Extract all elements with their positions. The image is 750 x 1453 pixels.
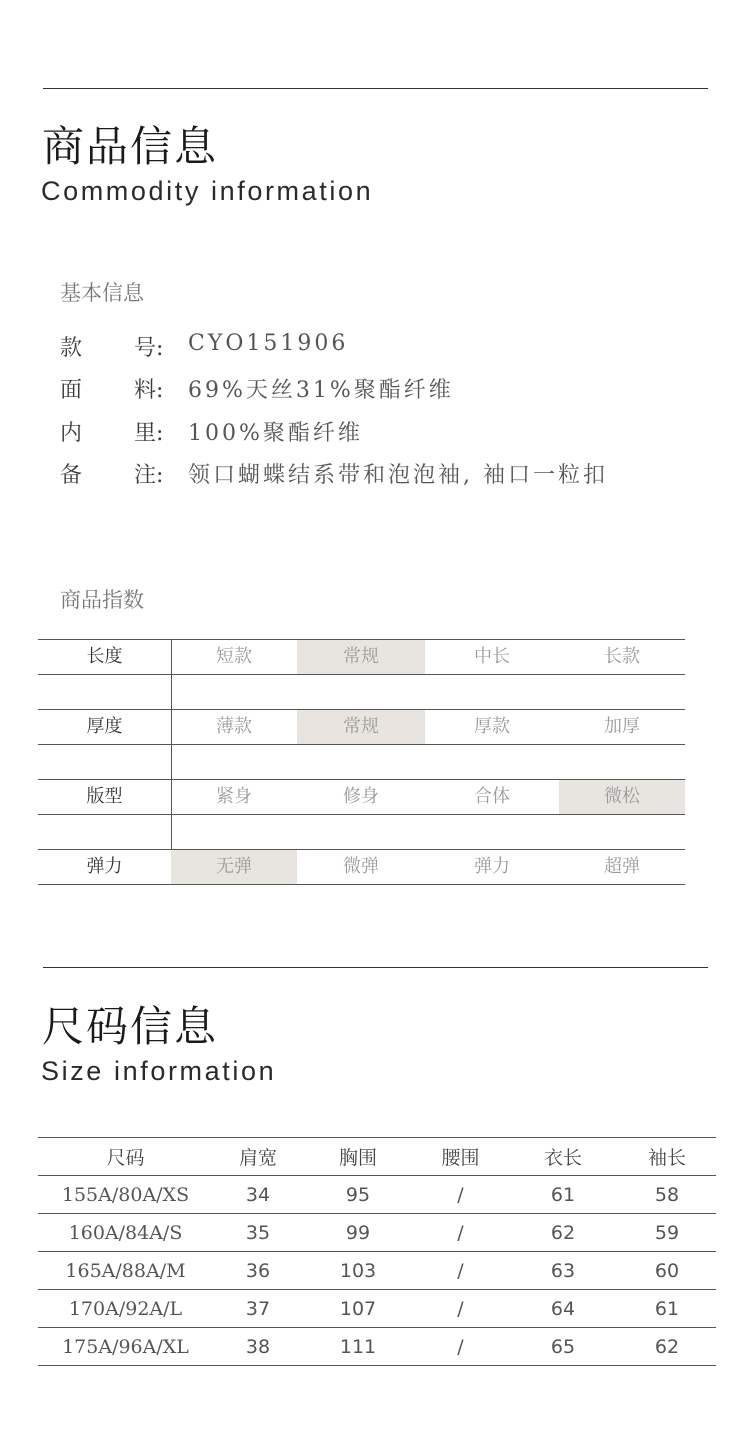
size-cell: 36 (213, 1252, 303, 1290)
product-index-heading: 商品指数 (60, 588, 144, 612)
info-value: 领口蝴蝶结系带和泡泡袖, 袖口一粒扣 (188, 463, 608, 488)
index-row-thickness (38, 709, 685, 744)
info-value: 69%天丝31%聚酯纤维 (188, 378, 454, 403)
index-option-selected: 常规 (297, 640, 425, 674)
index-row-elasticity (38, 849, 685, 884)
index-option: 修身 (343, 786, 379, 807)
size-table-row (38, 1252, 716, 1290)
basic-info-heading: 基本信息 (60, 281, 144, 305)
col-header-shoulder: 肩宽 (213, 1138, 303, 1176)
size-cell: 59 (618, 1214, 716, 1252)
info-value: 100%聚酯纤维 (188, 421, 363, 446)
index-row-label: 厚度 (86, 716, 123, 737)
size-cell: 58 (618, 1176, 716, 1214)
info-key-1: 款 (60, 336, 83, 361)
col-header-waist: 腰围 (413, 1138, 508, 1176)
col-header-bust: 胸围 (303, 1138, 413, 1176)
product-index-table (38, 639, 685, 885)
size-table-header-row (38, 1138, 716, 1176)
size-cell: / (413, 1328, 508, 1366)
index-option: 厚款 (474, 716, 510, 737)
size-table (38, 1137, 716, 1366)
size-cell: 99 (303, 1214, 413, 1252)
size-table-row (38, 1328, 716, 1366)
commodity-title-cn: 商品信息 (42, 122, 219, 171)
size-cell: 61 (618, 1290, 716, 1328)
size-cell: 61 (508, 1176, 618, 1214)
size-cell: 60 (618, 1252, 716, 1290)
size-title-cn: 尺码信息 (42, 1002, 219, 1051)
size-cell: 111 (303, 1328, 413, 1366)
col-header-sleeve: 袖长 (618, 1138, 716, 1176)
size-title-en: Size information (41, 1056, 277, 1086)
info-key-1: 备 (60, 463, 83, 488)
index-row-length (38, 639, 685, 674)
size-cell: 64 (508, 1290, 618, 1328)
index-option-selected: 无弹 (171, 850, 297, 884)
info-value: CYO151906 (188, 331, 349, 356)
size-cell: 62 (508, 1214, 618, 1252)
size-cell: 103 (303, 1252, 413, 1290)
size-cell: 34 (213, 1176, 303, 1214)
size-cell: / (413, 1214, 508, 1252)
size-cell: 160A/84A/S (38, 1214, 213, 1252)
size-cell: 107 (303, 1290, 413, 1328)
index-option-selected: 常规 (297, 710, 425, 744)
size-cell: / (413, 1252, 508, 1290)
index-option: 弹力 (474, 856, 510, 877)
info-key-1: 内 (60, 421, 83, 446)
size-cell: 170A/92A/L (38, 1290, 213, 1328)
info-key-2: 号: (134, 336, 164, 361)
size-cell: 63 (508, 1252, 618, 1290)
col-header-size: 尺码 (38, 1138, 213, 1176)
col-header-length: 衣长 (508, 1138, 618, 1176)
size-cell: 62 (618, 1328, 716, 1366)
index-spacer-row (38, 674, 685, 709)
commodity-title-en: Commodity information (41, 176, 374, 206)
index-option-selected: 微松 (559, 780, 685, 814)
size-cell: / (413, 1176, 508, 1214)
index-option: 薄款 (216, 716, 252, 737)
index-row-fit (38, 779, 685, 814)
size-table-row (38, 1214, 716, 1252)
info-key-1: 面 (60, 378, 83, 403)
size-cell: 35 (213, 1214, 303, 1252)
index-option: 加厚 (604, 716, 640, 737)
index-option: 紧身 (216, 786, 252, 807)
index-table-bottom-border (38, 884, 685, 885)
info-key-2: 注: (134, 463, 164, 488)
size-cell: 95 (303, 1176, 413, 1214)
index-option: 短款 (216, 646, 252, 667)
index-spacer-row (38, 744, 685, 779)
size-cell: 38 (213, 1328, 303, 1366)
size-table-row (38, 1176, 716, 1214)
size-cell: 65 (508, 1328, 618, 1366)
size-cell: 37 (213, 1290, 303, 1328)
index-option: 长款 (604, 646, 640, 667)
index-row-label: 弹力 (86, 856, 123, 877)
index-row-label: 长度 (86, 646, 123, 667)
index-option: 微弹 (343, 856, 379, 877)
index-row-label: 版型 (86, 786, 123, 807)
index-spacer-row (38, 814, 685, 849)
index-option: 超弹 (604, 856, 640, 877)
size-divider (43, 967, 708, 968)
size-cell: 155A/80A/XS (38, 1176, 213, 1214)
top-divider (43, 88, 708, 89)
info-key-2: 里: (134, 421, 164, 446)
index-option: 中长 (474, 646, 510, 667)
size-cell: / (413, 1290, 508, 1328)
size-cell: 165A/88A/M (38, 1252, 213, 1290)
index-option: 合体 (474, 786, 510, 807)
info-key-2: 料: (134, 378, 164, 403)
size-table-row (38, 1290, 716, 1328)
size-cell: 175A/96A/XL (38, 1328, 213, 1366)
